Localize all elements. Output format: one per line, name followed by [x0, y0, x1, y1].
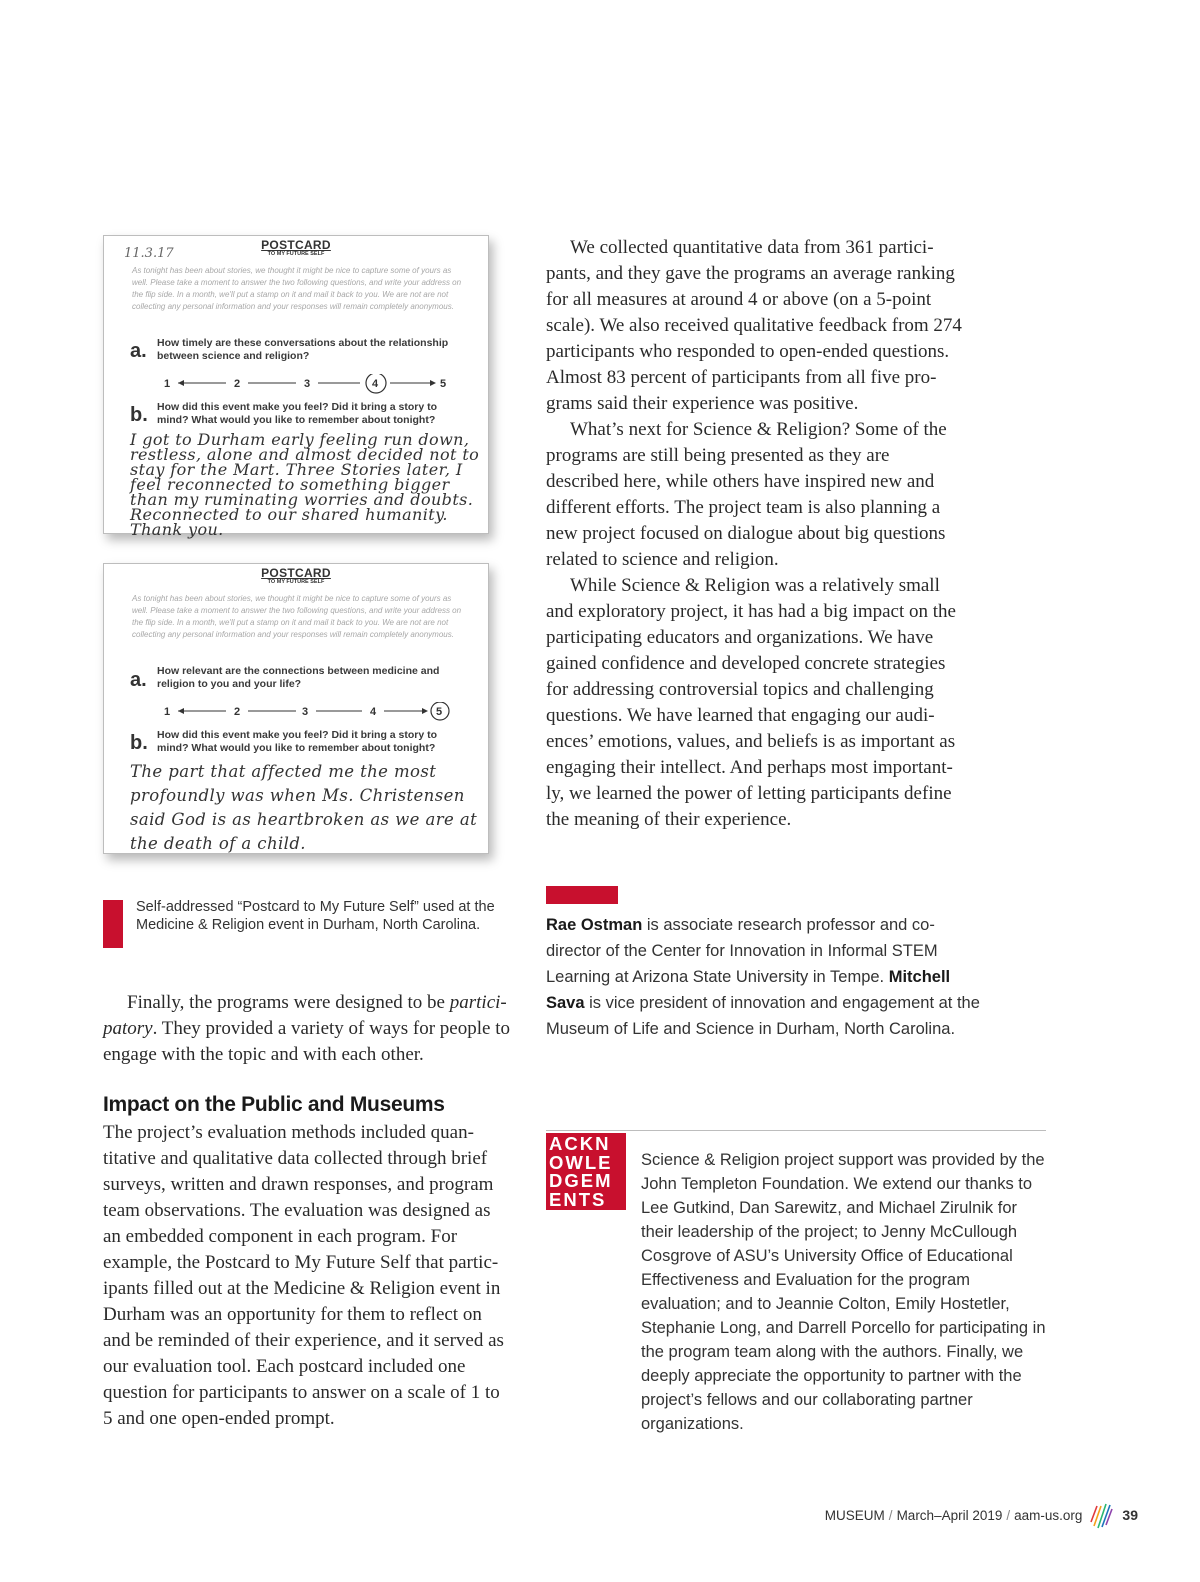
postcard-subtitle: TO MY FUTURE SELF [267, 251, 325, 257]
postcard-question-a: How timely are these conversations about the relationship between science and religion? [157, 337, 449, 362]
postcard-letter-b: b. [130, 404, 148, 426]
rating-scale [164, 374, 454, 392]
scale-3: 3 [302, 706, 309, 718]
author-name-2: Mitchell Sava [546, 968, 951, 1012]
paragraph-whats-next: What’s next for Science & Religion? Some of the programs are still being presented as they are described here, while others have inspired new and different efforts. The project team is also planning a new project focused on dialogue about big questions related to science and religion. [546, 419, 947, 570]
scale-4: 4 [370, 706, 377, 718]
postcard-letter-b: b. [130, 732, 148, 754]
section-body [103, 1120, 513, 1432]
page-footer [825, 1500, 1138, 1530]
page-number: 39 [1122, 1507, 1138, 1523]
paragraph-impact: While Science & Religion was a relatively small and exploratory project, it has had a big impact on the participating educators and organizations. We have gained confidence and developed concrete strategies for addressing controversial topics and challenging questions. We have learned that engaging our audi-ences’ emotions, values, and beliefs is as important as engaging their intellect. And perhaps most important-ly, we learned the power of letting participants define the meaning of their experience. [546, 575, 956, 830]
section-heading: Impact on the Public and Museums [103, 1093, 445, 1116]
postcard-title: POSTCARD [261, 238, 331, 252]
author-bio [546, 912, 986, 1042]
scale-arrows [164, 702, 454, 722]
image-caption: Self-addressed “Postcard to My Future Self” used at the Medicine & Religion event in Durham, North Carolina. [136, 899, 495, 933]
postcard-handwriting: I got to Durham early feeling run down, restless, alone and almost decided not to stay for the Mart. Three Stories later, I feel reconnected to something bigger than my ruminating worries and doubts. Reconnected to our shared humanity. Thank you. [130, 430, 480, 539]
acknowledgements-label [546, 1133, 626, 1210]
scale-2: 2 [234, 706, 241, 718]
postcard-handwriting: The part that affected me the most profoundly was when Ms. Christensen said God is as heartbroken as we are at the death of a child. [130, 762, 478, 853]
scale-3: 3 [304, 378, 311, 390]
postcard-date: 11.3.17 [124, 246, 174, 261]
author-bio-2: is vice president of innovation and engagement at the Museum of Life and Science in Durham, North Carolina. [546, 994, 980, 1038]
scale-5: 5 [440, 378, 447, 390]
rating-scale [164, 702, 454, 720]
scale-4: 4 [372, 378, 379, 390]
finally-text-start: Finally, the programs were designed to be [127, 992, 450, 1013]
caption-accent-bar [103, 900, 123, 948]
ack-label-line: ENTS [549, 1188, 607, 1210]
section-paragraph: The project’s evaluation methods included quan-titative and qualitative data collected through brief surveys, written and drawn responses, and program team observations. The evaluation was designed as an embedded component in each program. For example, the Postcard to My Future Self that partic-ipants filled out at the Medicine & Religion event in Durham was an opportunity for them to reflect on and be reminded of their experience, and it served as our evaluation tool. Each postcard included one question for participants to answer on a scale of 1 to 5 and one open-ended prompt. [103, 1122, 504, 1429]
postcard-question-b: How did this event make you feel? Did it bring a story to mind? What would you like to remember about tonight? [157, 401, 438, 426]
author-bio-1: is associate research professor and co-director of the Center for Innovation in Informal STEM Learning at Arizona State University in Tempe. [546, 916, 938, 986]
postcard-image-2 [103, 563, 489, 854]
scale-2: 2 [234, 378, 241, 390]
postcard-image-1 [103, 235, 489, 539]
scale-1: 1 [164, 378, 171, 390]
finally-text-end: . They provided a variety of ways for people to engage with the topic and with each other. [103, 1018, 510, 1065]
acknowledgements-text: Science & Religion project support was provided by the John Templeton Foundation. We extend our thanks to Lee Gutkind, Dan Sarewitz, and Michael Zirulnik for their leadership of the project; to Jenny McCullough Cosgrove of ASU’s University Office of Educational Effectiveness and Evaluation for the program evaluation; and to Jeannie Colton, Emily Hostetler, Stephanie Long, and Darrell Porcello for participating in the program team along with the authors. Finally, we deeply appreciate the opportunity to partner with the project’s fellows and our collaborating partner organizations. [641, 1151, 1046, 1433]
paragraph-quantitative: We collected quantitative data from 361 partici-pants, and they gave the programs an average ranking for all measures at around 4 or above (on a 5-point scale). We also received qualitative feedback from 274 participants who responded to open-ended questions. Almost 83 percent of participants from all five pro-grams said their experience was positive. [546, 237, 962, 414]
postcard-intro: As tonight has been about stories, we thought it might be nice to capture some of yours as well. Please take a moment to answer the two following questions, and write your address on the flip side. In a month, we'll put a stamp on it and mail it back to you. We are not are not collecting any personal information and your responses will remain completely anonymous. [132, 594, 462, 639]
postcard-intro: As tonight has been about stories, we thought it might be nice to capture some of yours as well. Please take a moment to answer the two following questions, and write your address on the flip side. In a month, we'll put a stamp on it and mail it back to you. We are not are not collecting any personal information and your responses will remain completely anonymous. [132, 266, 462, 311]
finally-italic: partici-patory [103, 992, 507, 1039]
scale-1: 1 [164, 706, 171, 718]
finally-paragraph [103, 990, 513, 1068]
bio-accent-bar [546, 886, 618, 904]
author-name-1: Rae Ostman [546, 916, 643, 934]
footer-magazine: MUSEUM [824, 1507, 885, 1523]
postcard-title: POSTCARD [261, 566, 331, 580]
aam-logo-icon [1088, 1500, 1114, 1530]
footer-issue: March–April 2019 [896, 1507, 1003, 1523]
acknowledgements-divider [546, 1130, 1046, 1131]
footer-separator: / [1006, 1507, 1011, 1523]
footer-separator: / [888, 1507, 893, 1523]
scale-arrows [164, 374, 454, 394]
ack-label-line: OWLE [549, 1151, 613, 1173]
footer-site-link[interactable]: aam-us.org [1014, 1507, 1083, 1523]
postcard-letter-a: a. [130, 340, 147, 362]
postcard-subtitle: TO MY FUTURE SELF [267, 579, 325, 585]
ack-label-line: DGEM [549, 1170, 613, 1191]
postcard-letter-a: a. [130, 669, 147, 691]
ack-label-line: ACKN [549, 1133, 611, 1154]
scale-5: 5 [436, 706, 443, 718]
right-column-text [546, 235, 966, 833]
postcard-question-a: How relevant are the connections between medicine and religion to you and your life? [157, 665, 440, 690]
postcard-question-b: How did this event make you feel? Did it bring a story to mind? What would you like to remember about tonight? [157, 729, 438, 754]
